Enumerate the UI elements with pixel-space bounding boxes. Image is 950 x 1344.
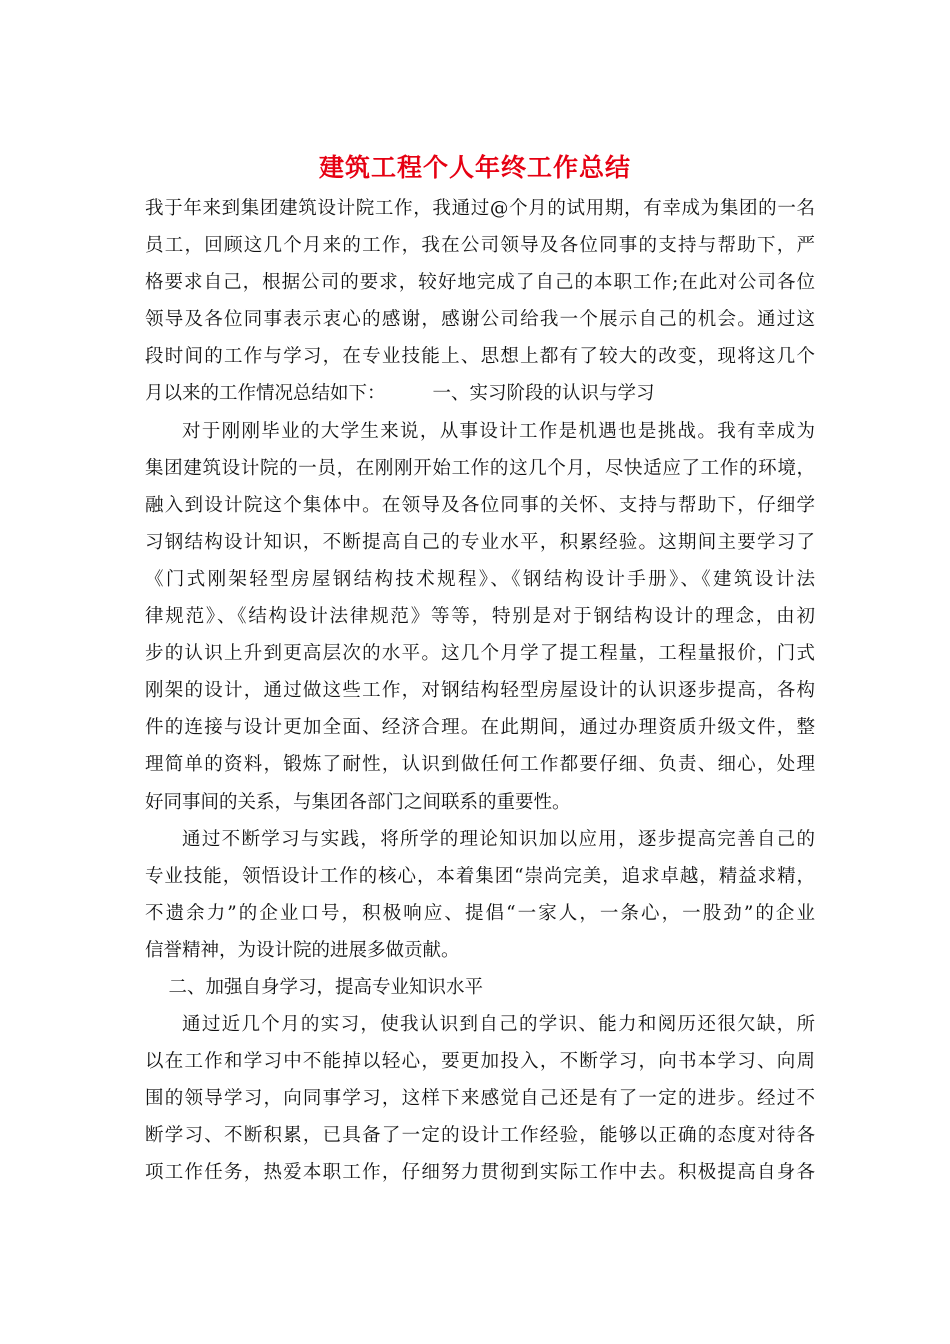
body-text-line: 融入到设计院这个集体中。在领导及各位同事的关怀、支持与帮助下，仔细学 (145, 494, 815, 516)
body-text-line: 通过不断学习与实践，将所学的理论知识加以应用，逐步提高完善自己的 (182, 828, 815, 850)
body-text-line: 领导及各位同事表示衷心的感谢，感谢公司给我一个展示自己的机会。通过这 (145, 309, 815, 331)
body-text-line: 通过近几个月的实习，使我认识到自己的学识、能力和阅历还很欠缺，所 (182, 1014, 815, 1036)
body-text-line: 集团建筑设计院的一员，在刚刚开始工作的这几个月，尽快适应了工作的环境， (145, 457, 815, 479)
body-text-line: 以在工作和学习中不能掉以轻心，要更加投入，不断学习，向书本学习、向周 (145, 1051, 815, 1073)
body-text-line: 二、加强自身学习，提高专业知识水平 (145, 976, 484, 998)
body-text-line: 件的连接与设计更加全面、经济合理。在此期间，通过办理资质升级文件，整 (145, 717, 815, 739)
body-text-line: 《门式刚架轻型房屋钢结构技术规程》、《钢结构设计手册》、《建筑设计法 (145, 568, 815, 590)
document-title: 建筑工程个人年终工作总结 (318, 153, 631, 182)
body-text-line: 习钢结构设计知识，不断提高自己的专业水平，积累经验。这期间主要学习了 (145, 531, 815, 553)
body-text-line: 围的领导学习，向同事学习，这样下来感觉自己还是有了一定的进步。经过不 (145, 1088, 815, 1110)
body-text-line: 员工，回顾这几个月来的工作，我在公司领导及各位同事的支持与帮助下，严 (145, 235, 815, 257)
document-body (145, 190, 815, 1192)
body-text-line: 我于年来到集团建筑设计院工作，我通过@个月的试用期，有幸成为集团的一名 (145, 198, 815, 219)
body-text-line: 断学习、不断积累，已具备了一定的设计工作经验，能够以正确的态度对待各 (145, 1125, 815, 1147)
body-text-line: 段时间的工作与学习，在专业技能上、思想上都有了较大的改变，现将这几个 (145, 346, 815, 368)
body-text-line: 月以来的工作情况总结如下： 一、实习阶段的认识与学习 (145, 383, 655, 405)
body-text-line: 对于刚刚毕业的大学生来说，从事设计工作是机遇也是挑战。我有幸成为 (182, 420, 815, 442)
body-text-line: 专业技能，领悟设计工作的核心，本着集团“崇尚完美，追求卓越，精益求精， (145, 865, 815, 887)
body-text-line: 刚架的设计，通过做这些工作，对钢结构轻型房屋设计的认识逐步提高，各构 (145, 680, 815, 702)
body-text-line: 步的认识上升到更高层次的水平。这几个月学了提工程量，工程量报价，门式 (145, 643, 815, 665)
body-text-line: 律规范》、《结构设计法律规范》等等，特别是对于钢结构设计的理念，由初 (145, 606, 815, 628)
body-text-line: 项工作任务，热爱本职工作，仔细努力贯彻到实际工作中去。积极提高自身各 (145, 1162, 815, 1184)
body-text-line: 信誉精神，为设计院的进展多做贡献。 (145, 939, 460, 961)
body-text-line: 理简单的资料，锻炼了耐性，认识到做任何工作都要仔细、负责、细心，处理 (145, 754, 815, 776)
body-text-line: 格要求自己，根据公司的要求，较好地完成了自己的本职工作;在此对公司各位 (145, 272, 815, 294)
body-text-line: 好同事间的关系，与集团各部门之间联系的重要性。 (145, 791, 571, 813)
body-text-line: 不遗余力”的企业口号，积极响应、提倡“一家人，一条心，一股劲”的企业 (145, 902, 815, 924)
